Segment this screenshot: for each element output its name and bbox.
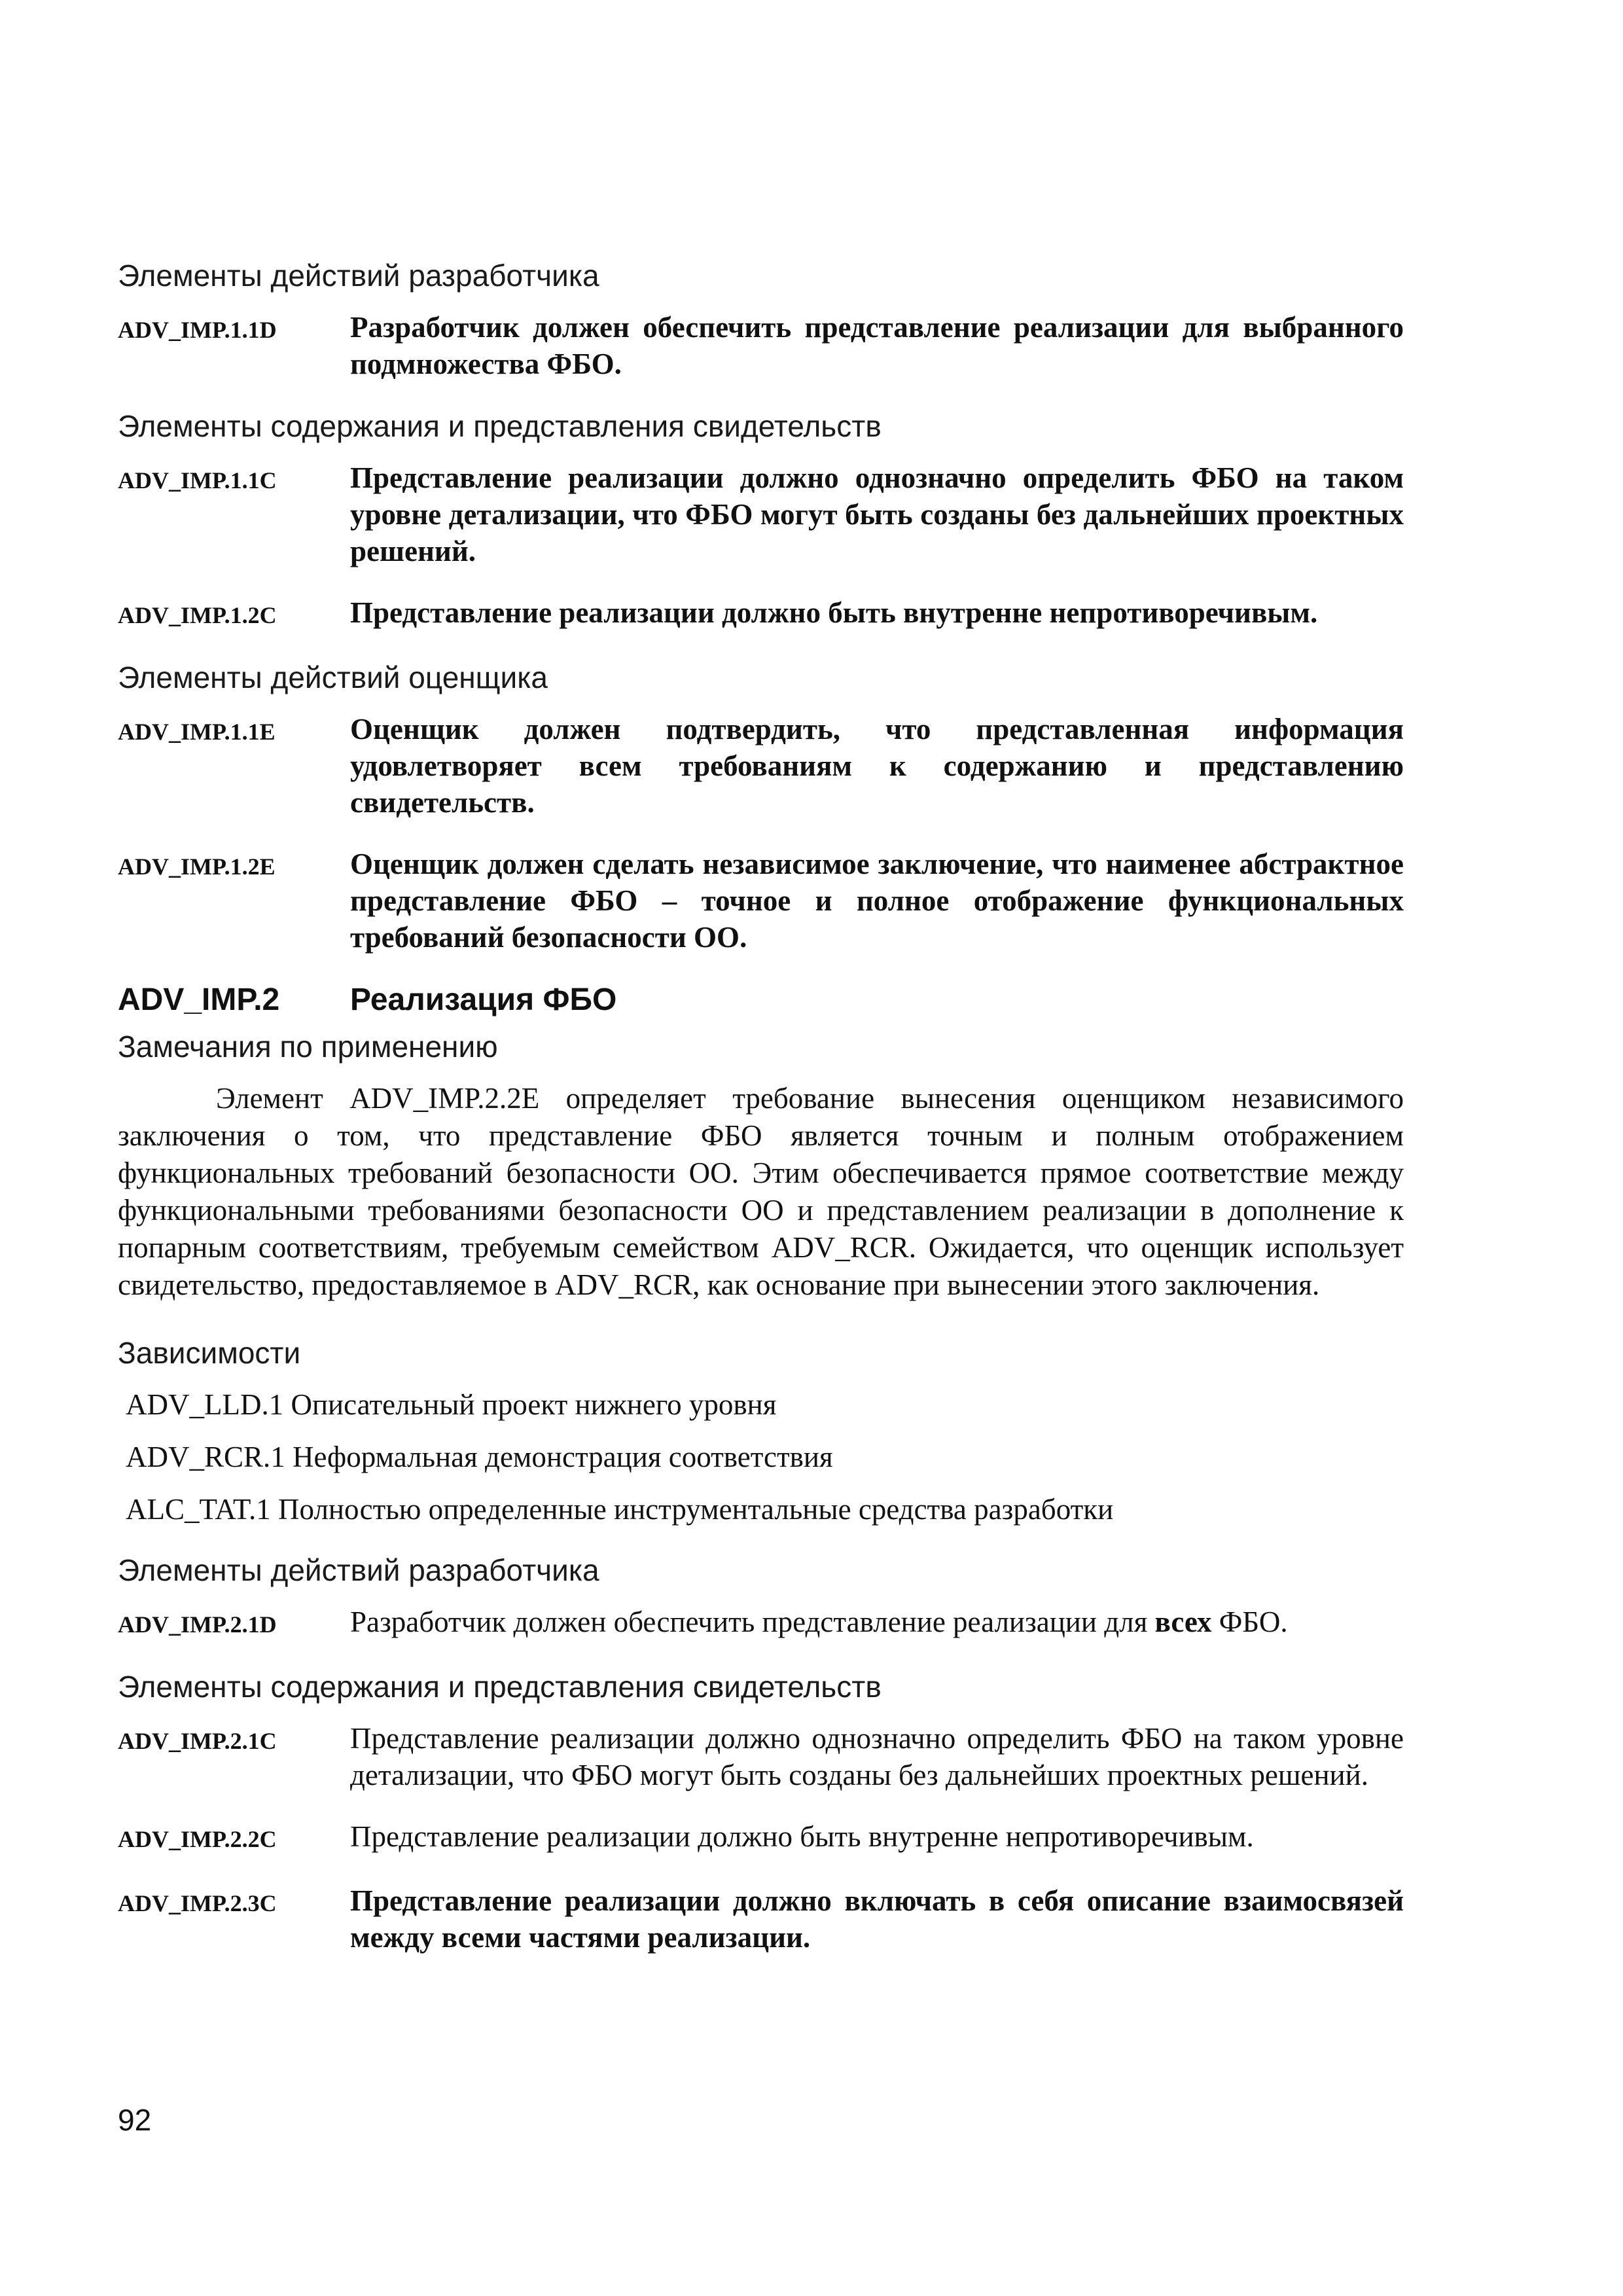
subheading: Зависимости — [118, 1336, 301, 1370]
requirement-text-part: Разработчик должен обеспечить представление реализации для — [350, 1605, 1155, 1638]
section-id: ADV_IMP.2 — [118, 982, 280, 1017]
application-notes-paragraph: Элемент ADV_IMP.2.2E определяет требование вынесения оценщиком независимого заключения о том, что представление ФБО является точным и полным отображением функциональных требований безопасности ОО. Этим обеспечивается прямое соответствие между функциональными требованиями безопасности ОО и представлением реализации в дополнение к попарным соответствиям, требуемым семейством ADV_RCR. Ожидается, что оценщик использует свидетельство, предоставляемое в ADV_RCR, как основание при вынесении этого заключения. — [118, 1082, 1404, 1301]
dependency-item: ADV_RCR.1 Неформальная демонстрация соответствия — [126, 1441, 833, 1473]
requirement-id: ADV_IMP.1.2C — [118, 602, 277, 628]
requirement-row — [118, 846, 1404, 956]
requirement-row — [118, 459, 1404, 569]
requirement-row — [118, 711, 1404, 821]
subheading: Элементы содержания и представления свидетельств — [118, 1670, 882, 1704]
requirement-text-emphasis: всех — [1154, 1605, 1212, 1638]
requirement-row — [118, 1720, 1404, 1793]
dependencies-list — [118, 1386, 1404, 1528]
requirement-id: ADV_IMP.2.1D — [118, 1611, 277, 1638]
requirement-text: Оценщик должен подтвердить, что представленная информация удовлетворяет всем требованиям к содержанию и представлению свидетельств. — [350, 713, 1404, 819]
page-number: 92 — [118, 2103, 152, 2137]
requirement-text: Представление реализации должно включать в себя описание взаимосвязей между всеми частями реализации. — [350, 1884, 1404, 1954]
subheading: Элементы действий разработчика — [118, 259, 599, 293]
requirement-id: ADV_IMP.1.2E — [118, 853, 276, 880]
requirement-id: ADV_IMP.2.1C — [118, 1728, 277, 1754]
requirement-id: ADV_IMP.1.1D — [118, 317, 277, 343]
page-body — [118, 257, 1404, 1981]
requirement-id: ADV_IMP.1.1C — [118, 467, 277, 493]
requirement-text-part: ФБО. — [1211, 1605, 1288, 1638]
requirement-text: Представление реализации должно однозначно определить ФБО на таком уровне детализации, что ФБО могут быть созданы без дальнейших проектных решений. — [350, 1722, 1404, 1791]
dependency-item: ADV_LLD.1 Описательный проект нижнего уровня — [126, 1388, 777, 1421]
section-title: Реализация ФБО — [350, 982, 617, 1017]
requirement-text: Разработчик должен обеспечить представление реализации для выбранного подмножества ФБО. — [350, 311, 1404, 380]
requirement-text — [350, 1604, 1404, 1643]
requirement-text: Представление реализации должно однозначно определить ФБО на таком уровне детализации, что ФБО могут быть созданы без дальнейших проектных решений. — [350, 461, 1404, 567]
requirement-row — [118, 1818, 1404, 1857]
requirement-text: Оценщик должен сделать независимое заключение, что наименее абстрактное представление ФБО – точное и полное отображение функциональных требований безопасности ОО. — [350, 848, 1404, 954]
section-heading — [118, 980, 1404, 1020]
requirement-id: ADV_IMP.2.2C — [118, 1826, 277, 1852]
requirement-id: ADV_IMP.2.3C — [118, 1890, 277, 1916]
requirement-row — [118, 1604, 1404, 1643]
requirement-text: Представление реализации должно быть внутренне непротиворечивым. — [350, 1820, 1254, 1853]
requirement-text: Представление реализации должно быть внутренне непротиворечивым. — [350, 596, 1318, 629]
requirement-row — [118, 309, 1404, 382]
subheading: Элементы действий оценщика — [118, 660, 548, 694]
dependency-item: ALC_TAT.1 Полностью определенные инструментальные средства разработки — [126, 1493, 1114, 1526]
requirement-id: ADV_IMP.1.1E — [118, 719, 276, 745]
requirement-row — [118, 594, 1404, 634]
subheading: Элементы действий разработчика — [118, 1553, 599, 1587]
subheading: Элементы содержания и представления свидетельств — [118, 409, 882, 443]
subheading: Замечания по применению — [118, 1030, 498, 1064]
requirement-row — [118, 1882, 1404, 1956]
